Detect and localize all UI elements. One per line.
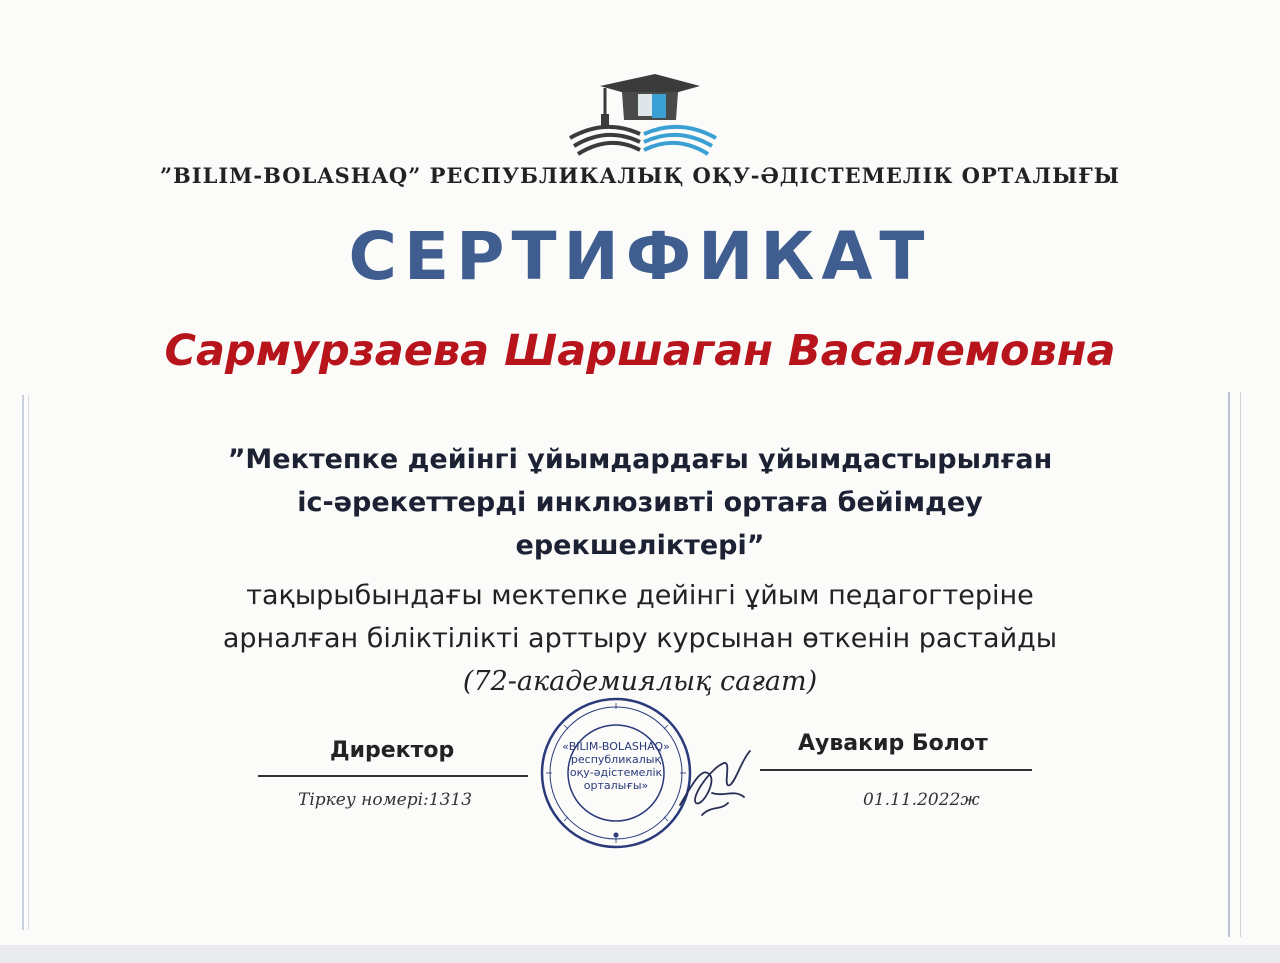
course-title-line: ”Мектепке дейінгі ұйымдардағы ұйымдастырылған: [227, 444, 1053, 475]
stamp-line: орталығы»: [583, 779, 649, 792]
director-name: Аувакир Болот: [798, 731, 988, 756]
director-label: Директор: [330, 738, 455, 763]
course-hours: (72-академиялық сағат): [462, 666, 818, 697]
stamp-line: республикалық: [570, 753, 662, 766]
signature-line-right: [760, 769, 1032, 771]
stamp-text: [550, 740, 682, 792]
stamp-line: оқу-әдістемелік: [569, 766, 663, 779]
frame-right-edge: [1228, 392, 1241, 937]
signature-line-left: [258, 775, 528, 777]
stamp-line: «BILIM-BOLASHAQ»: [562, 740, 670, 753]
description-line: арналған біліктілікті арттыру курсынан өткенін растайды: [222, 623, 1058, 654]
organization-name: ”BILIM-BOLASHAQ” РЕСПУБЛИКАЛЫҚ ОҚУ-ӘДІСТЕМЕЛІК ОРТАЛЫҒЫ: [159, 163, 1121, 188]
certificate-title: СЕРТИФИКАТ: [348, 218, 932, 295]
frame-bottom-edge: [0, 945, 1280, 963]
course-title-line: ерекшеліктері”: [515, 530, 765, 561]
recipient-name: Сармурзаева Шаршаган Васалемовна: [164, 326, 1116, 376]
issue-date: 01.11.2022ж: [863, 790, 980, 810]
certificate-description: [100, 574, 1180, 703]
course-title: [140, 438, 1140, 567]
handwritten-signature: [672, 745, 762, 825]
course-title-line: іс-әрекеттерді инклюзивті ортаға бейімдеу: [297, 487, 983, 518]
registration-number: Тіркеу номері:1313: [298, 790, 473, 810]
description-line: тақырыбындағы мектепке дейінгі ұйым педагогтеріне: [246, 580, 1034, 611]
graduation-cap-book-icon: [560, 68, 725, 163]
frame-left-edge: [22, 395, 29, 930]
